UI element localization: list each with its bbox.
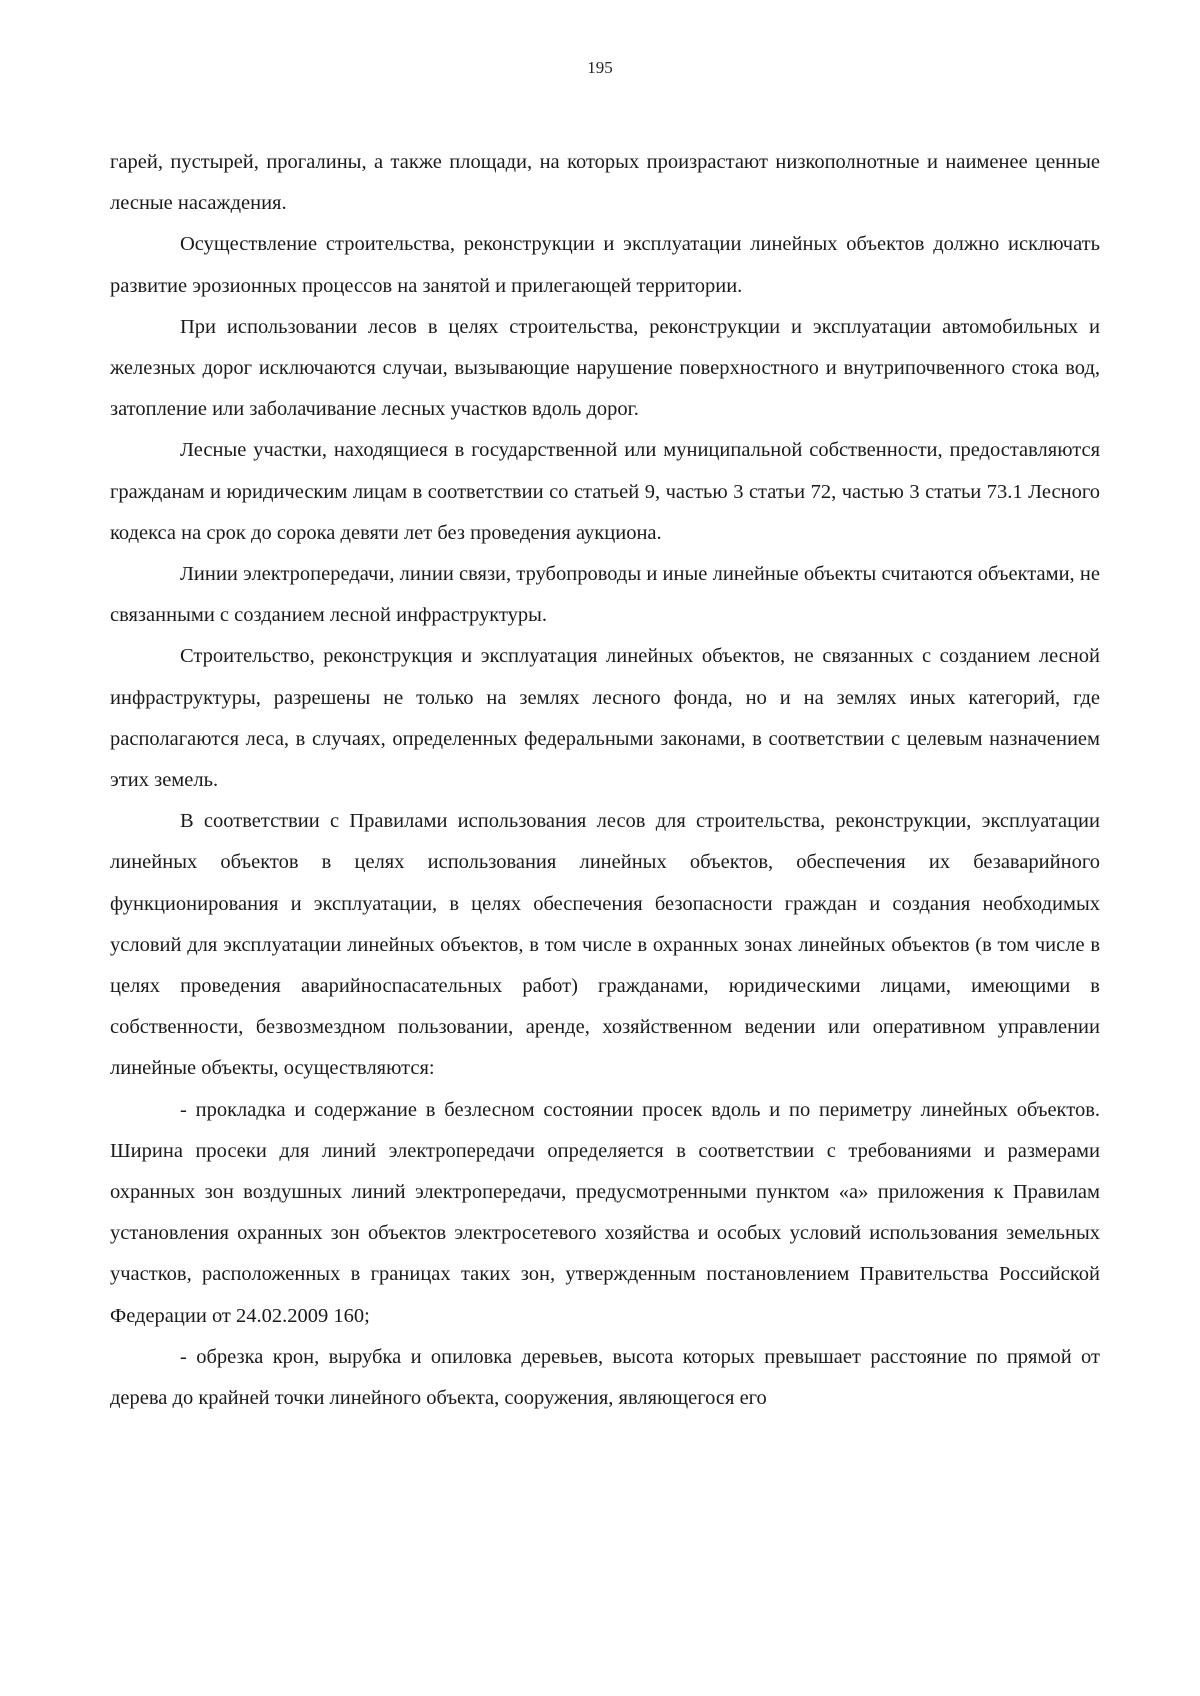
list-item-clearing: - прокладка и содержание в безлесном состоянии просек вдоль и по периметру линейных объектов. Ширина просеки для линий электропередачи определяется в соответствии с требованиями и размерами охранных зон воздушных линий электропередачи, предусмотренными пунктом «а» приложения к Правилам установления охранных зон объектов электросетевого хозяйства и особых условий использования земельных участков, расположенных в границах таких зон, утвержденным постановлением Правительства Российской Федерации от 24.02.2009 160; — [110, 1098, 1100, 1327]
paragraph-erosion: Осуществление строительства, реконструкции и эксплуатации линейных объектов должно исключать развитие эрозионных процессов на занятой и прилегающей территории. — [110, 233, 1100, 297]
paragraph-continued: гарей, пустырей, прогалины, а также площади, на которых произрастают низкополнотные и наименее ценные лесные насаждения. — [110, 151, 1100, 215]
page-number: 195 — [587, 58, 613, 77]
paragraph-rules: В соответствии с Правилами использования лесов для строительства, реконструкции, эксплуатации линейных объектов в целях использования линейных объектов, обеспечения их безаварийного функционирования и эксплуатации, в целях обеспечения безопасности граждан и создания необходимых условий для эксплуатации линейных объектов, в том числе в охранных зонах линейных объектов (в том числе в целях проведения аварийноспасательных работ) гражданами, юридическими лицами, имеющими в собственности, безвозмездном пользовании, аренде, хозяйственном ведении или оперативном управлении линейные объекты, осуществляются: — [110, 810, 1100, 1080]
paragraph-forest-plots: Лесные участки, находящиеся в государственной или муниципальной собственности, предоставляются гражданам и юридическим лицам в соответствии со статьей 9, частью 3 статьи 72, частью 3 статьи 73.1 Лесного кодекса на срок до сорока девяти лет без проведения аукциона. — [110, 439, 1100, 544]
paragraph-linear-objects: Линии электропередачи, линии связи, трубопроводы и иные линейные объекты считаются объектами, не связанными с созданием лесной инфраструктуры. — [110, 563, 1100, 627]
paragraph-roads: При использовании лесов в целях строительства, реконструкции и эксплуатации автомобильных и железных дорог исключаются случаи, вызывающие нарушение поверхностного и внутрипочвенного стока вод, затопление или заболачивание лесных участков вдоль дорог. — [110, 315, 1100, 421]
list-item-pruning: - обрезка крон, вырубка и опиловка деревьев, высота которых превышает расстояние по прямой от дерева до крайней точки линейного объекта, сооружения, являющегося его — [110, 1345, 1100, 1410]
paragraph-construction: Строительство, реконструкция и эксплуатация линейных объектов, не связанных с созданием лесной инфраструктуры, разрешены не только на землях лесного фонда, но и на землях иных категорий, где располагаются леса, в случаях, определенных федеральными законами, в соответствии с целевым назначением этих земель. — [110, 645, 1100, 792]
body-text — [110, 142, 1100, 1419]
